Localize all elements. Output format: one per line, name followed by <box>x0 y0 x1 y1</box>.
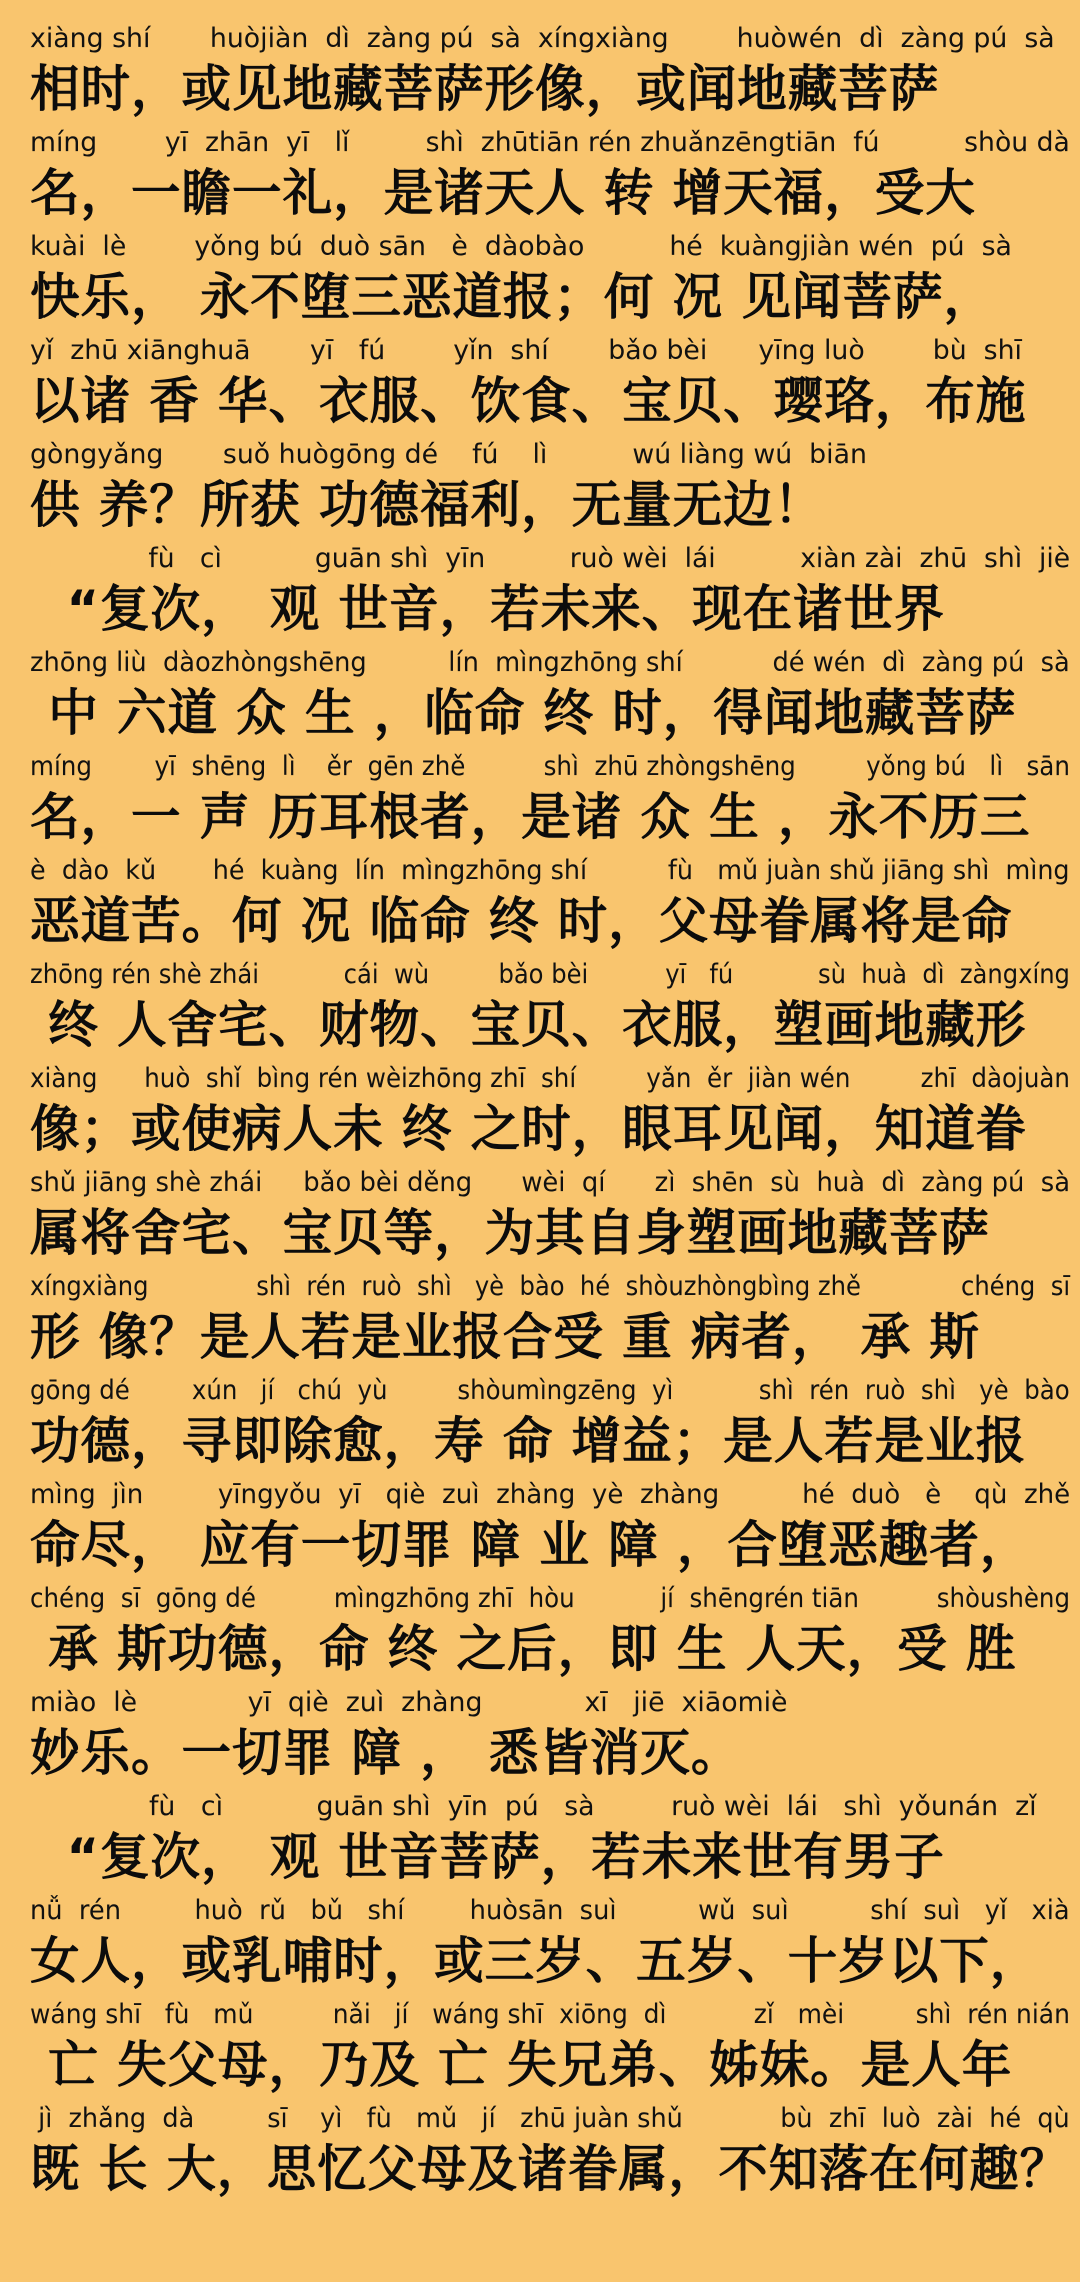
text-line <box>0 228 1080 333</box>
pinyin-text: jì zhǎng dà sī yì fù mǔ jí zhū juàn shǔ bù zhī luò zài hé qù <box>30 2103 1070 2134</box>
chinese-text: 妙乐。一切罪 障 ， 悉皆消灭。 <box>30 1724 742 1782</box>
pinyin-text: gòngyǎng suǒ huògōng dé fú lì wú liàng wú biān <box>30 439 867 470</box>
text-line <box>0 2100 1080 2205</box>
chinese-text: “复次， 观 世音菩萨，若未来世有男子 <box>30 1828 945 1886</box>
text-line <box>0 852 1080 957</box>
chinese-text: 像；或使病人未 终 之时，眼耳见闻，知道眷 <box>30 1100 1027 1158</box>
pinyin-text: xiàng shí huòjiàn dì zàng pú sà xíngxiàng huòwén dì zàng pú sà <box>30 23 1055 54</box>
pinyin-text: zhōng liù dàozhòngshēng lín mìngzhōng shí dé wén dì zàng pú sà <box>30 647 1070 678</box>
text-line <box>0 644 1080 749</box>
pinyin-text: fù cì guān shì yīn ruò wèi lái xiàn zài zhū shì jiè <box>30 543 1071 574</box>
pinyin-text: kuài lè yǒng bú duò sān è dàobào hé kuàngjiàn wén pú sà <box>30 231 1012 262</box>
chinese-text: 快乐， 永不堕三恶道报；何 况 见闻菩萨， <box>30 268 994 326</box>
chinese-text: 名，一瞻一礼，是诸天人 转 增天福，受大 <box>30 164 976 222</box>
text-line <box>0 956 1080 1061</box>
pinyin-text: è dào kǔ hé kuàng lín mìngzhōng shí fù mǔ juàn shǔ jiāng shì mìng <box>30 855 1070 886</box>
pinyin-text: wáng shī fù mǔ nǎi jí wáng shī xiōng dì zǐ mèi shì rén nián <box>30 1999 1070 2030</box>
chinese-text: 功德，寻即除愈，寿 命 增益；是人若是业报 <box>30 1412 1027 1470</box>
text-line <box>0 1060 1080 1165</box>
pinyin-text: xiàng huò shǐ bìng rén wèizhōng zhī shí yǎn ěr jiàn wén zhī dàojuàn <box>30 1063 1070 1094</box>
pinyin-text: gōng dé xún jí chú yù shòumìngzēng yì shì rén ruò shì yè bào <box>30 1375 1070 1406</box>
chinese-text: 既 长 大，思忆父母及诸眷属，不知落在何趣？ <box>30 2140 1070 2198</box>
chinese-text: 承 斯功德，命 终 之后，即 生 人天，受 胜 <box>30 1620 1017 1678</box>
pinyin-text: chéng sī gōng dé mìngzhōng zhī hòu jí shēngrén tiān shòushèng <box>30 1583 1071 1614</box>
pinyin-text: miào lè yī qiè zuì zhàng xī jiē xiāomiè <box>30 1687 788 1718</box>
chinese-text: 以诸 香 华、衣服、饮食、宝贝、璎珞，布施 <box>30 372 1027 430</box>
text-line <box>0 124 1080 229</box>
chinese-text: 供 养？所获 功德福利，无量无边！ <box>30 476 825 534</box>
chinese-text: 相时，或见地藏菩萨形像，或闻地藏菩萨 <box>30 60 940 118</box>
chinese-text: 属将舍宅、宝贝等，为其自身塑画地藏菩萨 <box>30 1204 990 1262</box>
pinyin-text: yǐ zhū xiānghuā yī fú yǐn shí bǎo bèi yīng luò bù shī <box>30 335 1023 366</box>
text-line <box>0 20 1080 125</box>
chinese-text: 恶道苦。何 况 临命 终 时，父母眷属将是命 <box>30 892 1013 950</box>
chinese-text: 终 人舍宅、财物、宝贝、衣服，塑画地藏形 <box>30 996 1027 1054</box>
text-line <box>0 1268 1080 1373</box>
text-line <box>0 1164 1080 1269</box>
pinyin-text: zhōng rén shè zhái cái wù bǎo bèi yī fú sù huà dì zàngxíng <box>30 959 1070 990</box>
chinese-text: 形 像？是人若是业报合受 重 病者， 承 斯 <box>30 1308 980 1366</box>
text-line <box>0 1476 1080 1581</box>
text-line <box>0 1892 1080 1997</box>
pinyin-text: míng yī shēng lì ěr gēn zhě shì zhū zhòngshēng yǒng bú lì sān <box>30 751 1070 782</box>
pinyin-text: shǔ jiāng shè zhái bǎo bèi děng wèi qí zì shēn sù huà dì zàng pú sà <box>30 1167 1071 1198</box>
text-line <box>0 1996 1080 2101</box>
text-line <box>0 1580 1080 1685</box>
chinese-text: 亡 失父母，乃及 亡 失兄弟、姊妹。是人年 <box>30 2036 1013 2094</box>
text-line <box>0 1372 1080 1477</box>
chinese-text: 命尽， 应有一切罪 障 业 障 ，合堕恶趣者， <box>30 1516 1031 1574</box>
text-line <box>0 332 1080 437</box>
chinese-text: 女人，或乳哺时，或三岁、五岁、十岁以下， <box>30 1932 1041 1990</box>
pinyin-text: nǚ rén huò rǔ bǔ shí huòsān suì wǔ suì shí suì yǐ xià <box>30 1895 1070 1926</box>
text-line <box>0 1788 1080 1893</box>
chinese-text: 中 六道 众 生 ，临命 终 时，得闻地藏菩萨 <box>30 684 1017 742</box>
text-line <box>0 748 1080 853</box>
pinyin-text: fù cì guān shì yīn pú sà ruò wèi lái shì yǒunán zǐ <box>30 1791 1037 1822</box>
pinyin-text: xíngxiàng shì rén ruò shì yè bào hé shòuzhòngbìng zhě chéng sī <box>30 1271 1071 1302</box>
text-line <box>0 1684 1080 1789</box>
text-line <box>0 540 1080 645</box>
text-line <box>0 436 1080 541</box>
chinese-text: “复次， 观 世音，若未来、现在诸世界 <box>30 580 945 638</box>
pinyin-text: mìng jìn yīngyǒu yī qiè zuì zhàng yè zhàng hé duò è qù zhě <box>30 1479 1071 1510</box>
pinyin-text: míng yī zhān yī lǐ shì zhūtiān rén zhuǎnzēngtiān fú shòu dà <box>30 127 1070 158</box>
chinese-text: 名，一 声 历耳根者，是诸 众 生 ，永不历三 <box>30 788 1031 846</box>
